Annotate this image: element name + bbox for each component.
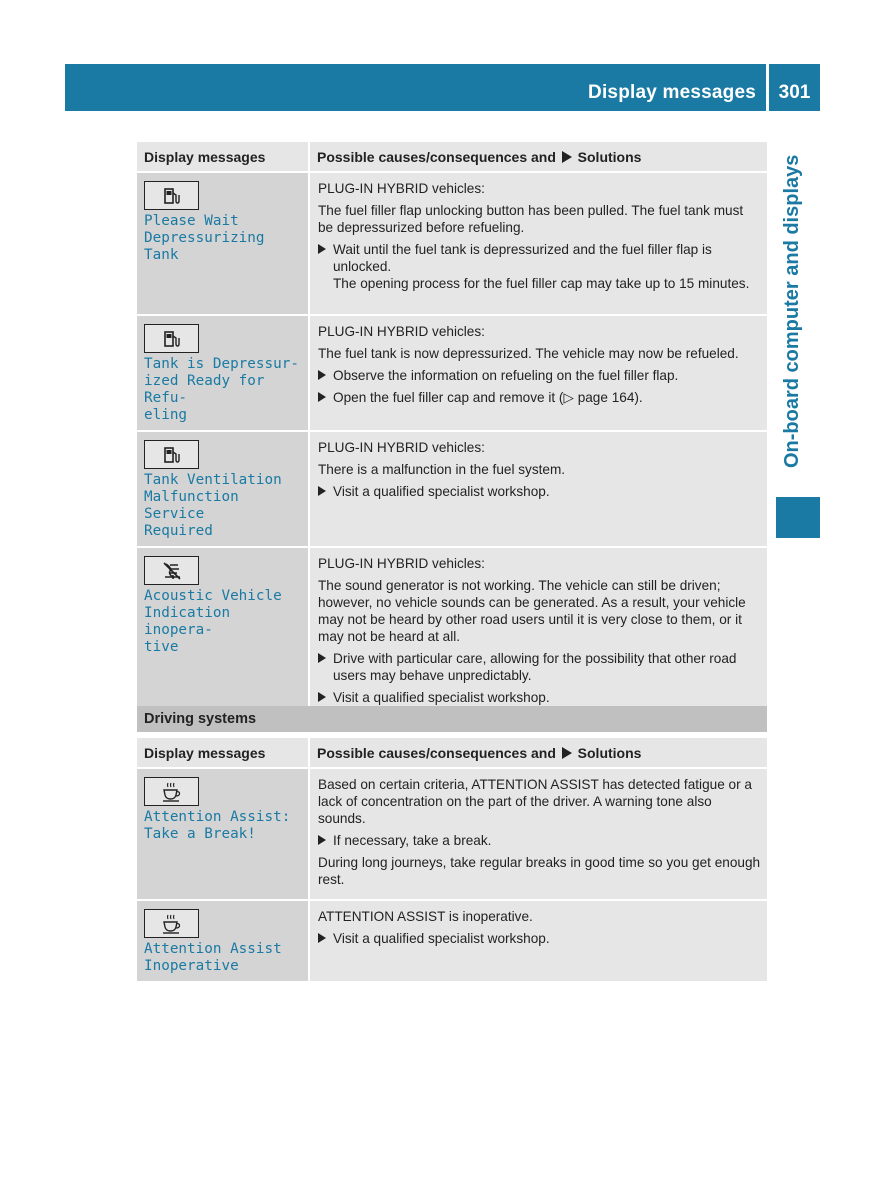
display-message-text: Tank Ventilation Malfunction Service Required (144, 472, 282, 539)
solution-step: Open the fuel filler cap and remove it (▷ page 164). (318, 389, 761, 406)
coffee-cup-icon (144, 777, 199, 806)
table-header-row (137, 738, 767, 768)
display-message-cell (137, 900, 309, 982)
bullet-arrow-icon (318, 486, 326, 496)
table-row (137, 315, 767, 431)
display-message-text: Attention Assist Inoperative (144, 941, 282, 974)
display-message-text: Attention Assist: Take a Break! (144, 809, 291, 842)
display-message-text: Acoustic Vehicle Indication inopera- tive (144, 588, 282, 655)
solution-step: Visit a qualified specialist workshop. (318, 689, 761, 706)
vehicle-type-note: PLUG-IN HYBRID vehicles: (318, 556, 485, 571)
display-message-cell (137, 431, 309, 547)
column-header-display: Display messages (137, 738, 309, 768)
bullet-arrow-icon (318, 835, 326, 845)
advice-text: During long journeys, take regular breaks in good time so you get enough rest. (318, 855, 761, 887)
section-title-driving-systems: Driving systems (137, 706, 767, 732)
coffee-cup-icon (144, 909, 199, 938)
table-row (137, 768, 767, 900)
chapter-tab-marker (776, 497, 820, 538)
arrow-right-icon (562, 151, 572, 163)
bullet-arrow-icon (318, 244, 326, 254)
vehicle-type-note: PLUG-IN HYBRID vehicles: (318, 324, 485, 339)
display-message-cell (137, 547, 309, 718)
bullet-arrow-icon (318, 370, 326, 380)
cause-text: There is a malfunction in the fuel system. (318, 462, 566, 477)
cause-text: ATTENTION ASSIST is inoperative. (318, 909, 533, 924)
causes-solutions-cell (309, 431, 767, 547)
table-row (137, 431, 767, 547)
vehicle-type-note: PLUG-IN HYBRID vehicles: (318, 440, 485, 455)
arrow-right-icon (562, 747, 572, 759)
display-message-text: Tank is Depressur- ized Ready for Refu- eling (144, 356, 299, 423)
display-message-cell (137, 768, 309, 900)
page-number: 301 (778, 82, 811, 103)
bullet-arrow-icon (318, 933, 326, 943)
vehicle-type-note: PLUG-IN HYBRID vehicles: (318, 181, 485, 196)
cause-text: Based on certain criteria, ATTENTION ASSIST has detected fatigue or a lack of concentration on the part of the driver. A warning tone also sounds. (318, 777, 752, 826)
table-header-row (137, 142, 767, 172)
display-messages-table (137, 142, 767, 719)
table-row (137, 172, 767, 315)
column-header-causes: Possible causes/consequences and Solutions (309, 142, 767, 172)
solution-step: Observe the information on refueling on the fuel filler flap. (318, 367, 761, 384)
cause-text: The sound generator is not working. The vehicle can still be driven; however, no vehicle sounds can be generated. As a result, your vehicle may not be heard by other road users until it is very close to them, or it may not be heard at all. (318, 578, 746, 644)
solution-step: Visit a qualified specialist workshop. (318, 930, 761, 947)
table-row (137, 900, 767, 982)
display-message-text: Please Wait Depressurizing Tank (144, 213, 265, 263)
cause-text: The fuel tank is now depressurized. The vehicle may now be refueled. (318, 346, 739, 361)
column-header-display: Display messages (137, 142, 309, 172)
bullet-arrow-icon (318, 653, 326, 663)
bullet-arrow-icon (318, 392, 326, 402)
causes-solutions-cell (309, 547, 767, 718)
display-message-cell (137, 315, 309, 431)
fuel-pump-icon (144, 181, 199, 210)
causes-solutions-cell (309, 172, 767, 315)
causes-solutions-cell (309, 315, 767, 431)
page-header (65, 64, 820, 111)
cause-text: The fuel filler flap unlocking button has been pulled. The fuel tank must be depressurized before refueling. (318, 203, 744, 235)
causes-solutions-cell (309, 900, 767, 982)
driving-systems-table (137, 738, 767, 983)
solution-step: If necessary, take a break. (318, 832, 761, 849)
sound-off-icon (144, 556, 199, 585)
fuel-pump-icon (144, 324, 199, 353)
solution-step: Visit a qualified specialist workshop. (318, 483, 761, 500)
display-message-cell (137, 172, 309, 315)
solution-step: Wait until the fuel tank is depressurized and the fuel filler flap is unlocked. The opening process for the fuel filler cap may take up to 15 minutes. (318, 241, 761, 292)
chapter-tab-label: On-board computer and displays (781, 155, 803, 469)
causes-solutions-cell (309, 768, 767, 900)
table-row (137, 547, 767, 718)
solution-step: Drive with particular care, allowing for the possibility that other road users may behave unpredictably. (318, 650, 761, 684)
bullet-arrow-icon (318, 692, 326, 702)
page-title: Display messages (588, 82, 756, 103)
column-header-causes: Possible causes/consequences and Solutions (309, 738, 767, 768)
fuel-pump-icon (144, 440, 199, 469)
